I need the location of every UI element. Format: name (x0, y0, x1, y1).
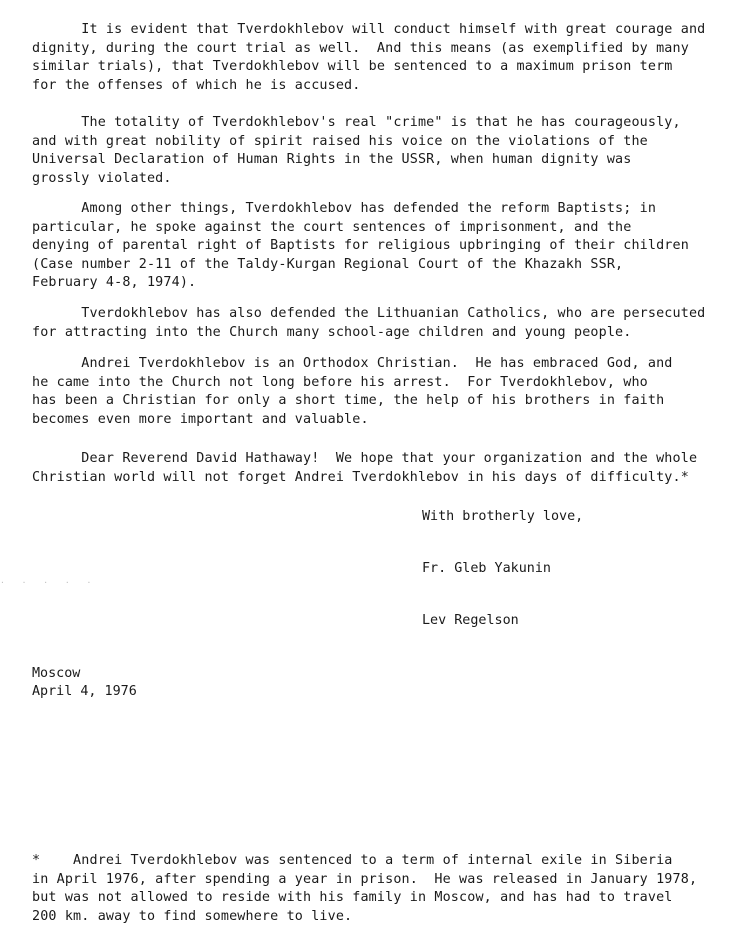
paragraph-lithuanian-catholics: Tverdokhlebov has also defended the Lithuanian Catholics, who are persecuted for attracting into the Church many school-age children and young people. (32, 306, 706, 340)
paragraph-trial-conduct: It is evident that Tverdokhlebov will conduct himself with great courage and dignity, during the court trial as well. And this means (as exemplified by many similar trials), that Tverdokhlebov will be sentenced to a maximum prison term for the offenses of which he is accused. (32, 22, 706, 93)
footnote: * Andrei Tverdokhlebov was sentenced to a term of internal exile in Siberia in April 1976, after spending a year in prison. He was released in January 1978, but was not allowed to reside with his family in Moscow, and has had to travel 200 km. away to find somewhere to live. (32, 853, 698, 924)
signatory-name: Fr. Gleb Yakunin (422, 561, 551, 576)
place-and-date: Moscow April 4, 1976 (32, 666, 137, 699)
paragraph-real-crime: The totality of Tverdokhlebov's real "crime" is that he has courageously, and with great nobility of spirit raised his voice on the violations of the Universal Declaration of Human Rights in the USSR, when human dignity was grossly violated. (32, 115, 681, 186)
scan-noise: · · · · · (0, 578, 98, 587)
signatory-name: Lev Regelson (422, 613, 519, 628)
paragraph-reform-baptists: Among other things, Tverdokhlebov has defended the reform Baptists; in particular, he spoke against the court sentences of imprisonment, and the denying of parental right of Baptists for religious upbringing of their children (Case number 2-11 of the Taldy-Kurgan Regional Court of the Khazakh SSR, February 4-8, 1974). (32, 201, 689, 290)
closing-salutation: With brotherly love, (422, 509, 584, 524)
paragraph-orthodox-christian: Andrei Tverdokhlebov is an Orthodox Christian. He has embraced God, and he came into the Church not long before his arrest. For Tverdokhlebov, who has been a Christian for only a short time, the help of his brothers in faith becomes even more important and valuable. (32, 356, 673, 427)
paragraph-appeal: Dear Reverend David Hathaway! We hope that your organization and the whole Christian world will not forget Andrei Tverdokhlebov in his days of difficulty.* (32, 451, 698, 485)
